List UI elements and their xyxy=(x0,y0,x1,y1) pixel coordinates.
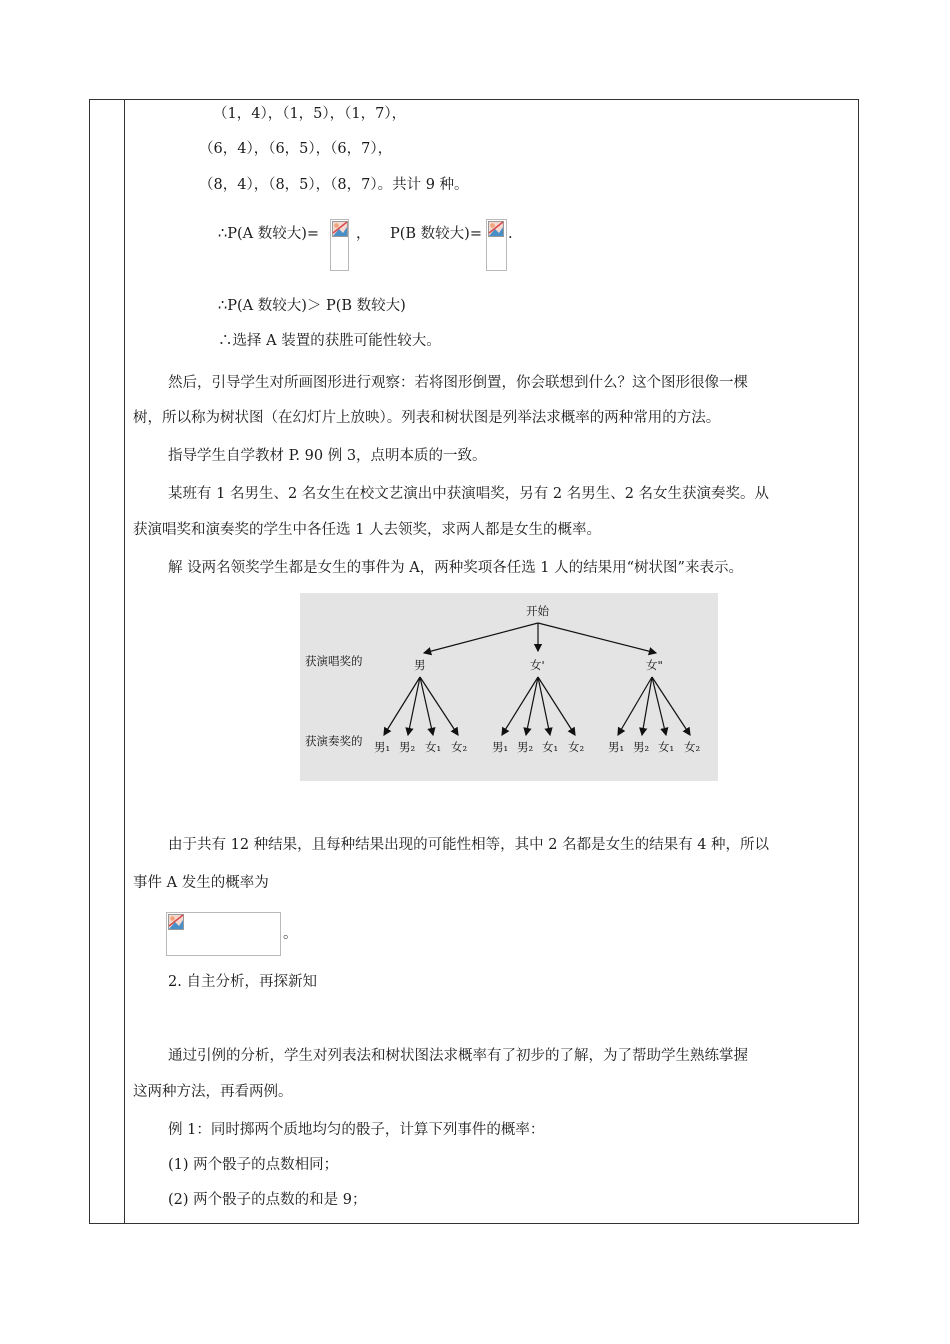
paragraph-6-line-2: 这两种方法，再看两例。 xyxy=(133,1084,293,1100)
tree-row2-label: 获演奏奖的 xyxy=(305,734,363,748)
broken-image-icon xyxy=(488,221,504,237)
probability-formula-image xyxy=(166,912,281,956)
paragraph-1-line-1: 然后，引导学生对所画图形进行观察：若将图形倒置，你会联想到什么？这个图形很像一棵 xyxy=(168,375,748,391)
paragraph-3-line-1: 某班有 1 名男生、2 名女生在校文艺演出中获演唱奖，另有 2 名男生、2 名女生获演奏奖。从 xyxy=(168,486,770,502)
tree-root-label: 开始 xyxy=(526,604,549,618)
tree-leaf-branch xyxy=(420,677,433,735)
compare-line: ∴P(A 数较大)＞ P(B 数较大) xyxy=(218,298,406,314)
question-2: (2) 两个骰子的点数的和是 9； xyxy=(168,1192,367,1208)
pb-label: P(B 数较大)= xyxy=(390,226,482,242)
paragraph-2: 指导学生自学教材 P. 90 例 3，点明本质的一致。 xyxy=(168,448,487,464)
tree-diagram-svg xyxy=(300,593,718,781)
choose-line: ∴选择 A 装置的获胜可能性较大。 xyxy=(218,333,441,349)
tree-branch xyxy=(538,623,656,653)
tree-leaf: 男₁ xyxy=(374,740,391,754)
tree-node-3: 女" xyxy=(646,658,663,672)
tree-leaf-branch xyxy=(652,677,666,735)
tree-leaf: 女₁ xyxy=(658,740,675,754)
question-1: (1) 两个骰子的点数相同； xyxy=(168,1157,339,1173)
tree-leaf: 男₂ xyxy=(633,740,650,754)
pb-end: . xyxy=(508,226,513,242)
tree-leaf: 女₂ xyxy=(684,740,701,754)
tree-leaf: 男₁ xyxy=(608,740,625,754)
tree-leaf: 女₁ xyxy=(425,740,442,754)
tree-leaf: 女₁ xyxy=(542,740,559,754)
broken-image-icon xyxy=(332,221,348,237)
tree-leaf-branch xyxy=(652,677,690,735)
table-column-divider xyxy=(124,100,125,1223)
pairs-line-8: （8，4），（8，5），（8，7）。共计 9 种。 xyxy=(199,177,469,193)
tree-node-1: 男 xyxy=(414,658,426,672)
section-2-heading: 2. 自主分析，再探新知 xyxy=(168,974,317,990)
example-1-line: 例 1：同时掷两个质地均匀的骰子，计算下列事件的概率： xyxy=(168,1122,545,1138)
tree-leaf-branch xyxy=(420,677,458,735)
tree-node-2: 女' xyxy=(530,658,545,672)
tree-leaf: 男₂ xyxy=(399,740,416,754)
tree-leaf: 男₁ xyxy=(492,740,509,754)
tree-diagram xyxy=(300,593,718,781)
tree-leaf: 女₂ xyxy=(568,740,585,754)
tree-branch xyxy=(424,623,538,653)
pb-formula-image xyxy=(486,219,507,271)
pairs-line-6: （6，4），（6，5），（6，7）， xyxy=(199,141,393,157)
tree-leaf: 男₂ xyxy=(517,740,534,754)
pa-label: ∴P(A 数较大)= xyxy=(218,226,320,242)
pa-formula-image xyxy=(330,219,349,271)
paragraph-5-line-1: 由于共有 12 种结果，且每种结果出现的可能性相等，其中 2 名都是女生的结果有 4 种，所以 xyxy=(168,837,770,853)
paragraph-5-line-2: 事件 A 发生的概率为 xyxy=(133,875,269,891)
solution-line: 解 设两名领奖学生都是女生的事件为 A，两种奖项各任选 1 人的结果用“树状图”来表示。 xyxy=(168,560,743,576)
paragraph-6-line-1: 通过引例的分析，学生对列表法和树状图法求概率有了初步的了解，为了帮助学生熟练掌握 xyxy=(168,1048,748,1064)
pairs-line-1: （1，4），（1，5），（1，7）， xyxy=(213,106,407,122)
tree-leaf: 女₂ xyxy=(451,740,468,754)
formula-end-period: 。 xyxy=(283,926,298,942)
paragraph-3-line-2: 获演唱奖和演奏奖的学生中各任选 1 人去领奖，求两人都是女生的概率。 xyxy=(133,522,601,538)
pa-separator: ， xyxy=(356,226,371,242)
broken-image-icon xyxy=(168,914,184,930)
paragraph-1-line-2: 树，所以称为树状图（在幻灯片上放映）。列表和树状图是列举法求概率的两种常用的方法。 xyxy=(133,410,721,426)
tree-row1-label: 获演唱奖的 xyxy=(305,654,363,668)
